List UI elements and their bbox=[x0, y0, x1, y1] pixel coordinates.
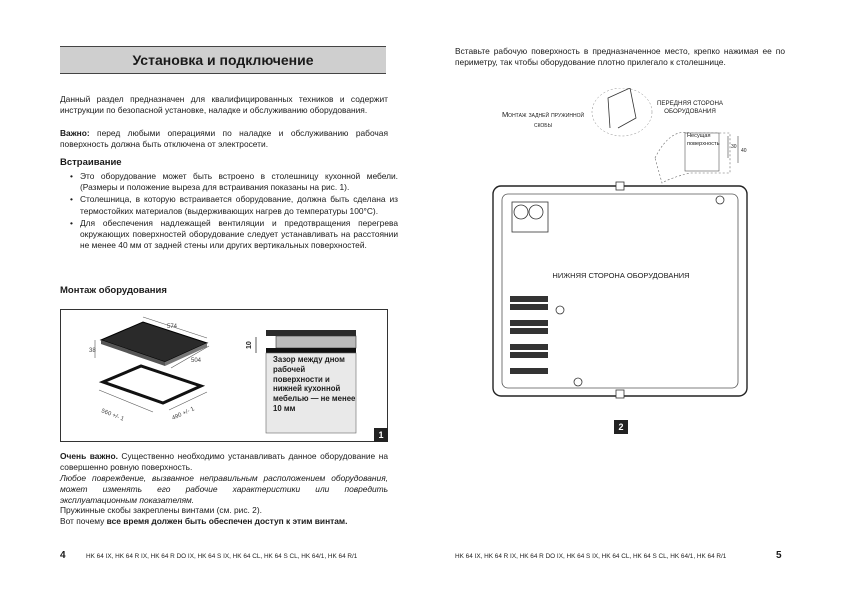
worktop-section bbox=[276, 336, 356, 348]
intro-paragraph: Данный раздел предназначен для квалифицированных техников и содержит инструкции по безопасной установке, наладке и обслуживанию оборудования. bbox=[60, 94, 388, 116]
footer-models-left: HK 64 IX, HK 64 R IX, HK 64 R DO IX, HK 64 S IX, HK 64 CL, HK 64 S CL, HK 64/1, HK 64 R/1 bbox=[86, 553, 358, 560]
dim-504-label: 504 bbox=[191, 358, 202, 364]
gap-note: Зазор между дном рабочей поверхности и нижней кухонной мебелью — не менее 10 мм bbox=[273, 355, 356, 413]
page-number-left: 4 bbox=[60, 550, 66, 561]
warning-label: Важно: bbox=[60, 128, 90, 138]
access-note bbox=[60, 516, 388, 527]
bracket-label: Монтаж задней пружинной скобы bbox=[501, 110, 585, 129]
dim-30-label: 30 bbox=[731, 144, 737, 150]
warning-text: перед любыми операциями по наладке и обслуживанию рабочая поверхность должна быть отключена от электросети. bbox=[60, 128, 388, 150]
hob-top-shape bbox=[101, 322, 207, 362]
dim-490-label: 490 +/- 1 bbox=[171, 406, 196, 422]
underside-label: НИЖНЯЯ СТОРОНА ОБОРУДОВАНИЯ bbox=[552, 271, 690, 280]
section-heading-install: Монтаж оборудования bbox=[60, 285, 167, 296]
screws-note: Пружинные скобы закреплены винтами (см. рис. 2). bbox=[60, 505, 262, 515]
important-label: Очень важно. bbox=[60, 451, 118, 461]
bracket-clip-bottom bbox=[616, 390, 624, 398]
figure-2 bbox=[490, 88, 752, 433]
bracket-clip-top bbox=[616, 182, 624, 190]
detail-circle bbox=[592, 88, 652, 136]
figure-number-2: 2 bbox=[614, 420, 628, 434]
page-number-right: 5 bbox=[776, 550, 782, 561]
warning-paragraph bbox=[60, 128, 388, 150]
access-bold: все время должен быть обеспечен доступ к этим винтам. bbox=[106, 516, 348, 526]
figure-1 bbox=[60, 309, 388, 442]
hob-body-section bbox=[266, 348, 356, 353]
spring-bracket-shape bbox=[608, 88, 636, 128]
page-title bbox=[60, 46, 386, 74]
page-title-text: Установка и подключение bbox=[132, 52, 314, 68]
list-item: • Это оборудование может быть встроено в столешницу кухонной мебели. (Размеры и положение выреза для встраивания показаны на рис. 1). bbox=[80, 171, 398, 193]
italic-note: Любое повреждение, вызванное неправильным расположением оборудования, может изменять его рабочие характеристики или повредить эксплуатационным показателям. bbox=[60, 473, 388, 506]
access-prefix: Вот почему bbox=[60, 516, 107, 526]
list-item: • Столешница, в которую встраивается оборудование, должна быть сделана из термостойких материалов (выдерживающих нагрев до температуры 100°С). bbox=[80, 194, 398, 216]
list-item: • Для обеспечения надлежащей вентиляции и предотвращения перегрева окружающих поверхностей оборудование следует устанавливать на расстоянии не менее 40 мм от задней стены или других вертикальных поверхностей. bbox=[80, 218, 398, 252]
important-text: Существенно необходимо устанавливать данное оборудование на совершенно ровную поверхность. bbox=[60, 451, 388, 473]
front-side-label: ПЕРЕДНЯЯ СТОРОНА ОБОРУДОВАНИЯ bbox=[656, 100, 724, 115]
dim-560-label: 560 +/- 1 bbox=[100, 408, 125, 423]
insert-paragraph: Вставьте рабочую поверхность в предназначенное место, крепко нажимая ее по периметру, так чтобы оборудование плотно прилегало к столешнице. bbox=[455, 46, 785, 68]
footer-models-right: HK 64 IX, HK 64 R IX, HK 64 R DO IX, HK 64 S IX, HK 64 CL, HK 64 S CL, HK 64/1, HK 64 R/1 bbox=[455, 553, 727, 560]
figure-number-1: 1 bbox=[374, 428, 388, 442]
dim-38-label: 38 bbox=[89, 348, 96, 354]
section-heading-mounting: Встраивание bbox=[60, 157, 122, 168]
hob-section-top bbox=[266, 330, 356, 336]
dim-40-label: 40 bbox=[741, 148, 747, 154]
support-surface-label: Несущая поверхность bbox=[687, 133, 720, 147]
dim-10-label: 10 bbox=[246, 341, 253, 349]
important-paragraph bbox=[60, 451, 388, 473]
bullet-list bbox=[70, 171, 398, 252]
dim-574-label: 574 bbox=[167, 324, 178, 330]
